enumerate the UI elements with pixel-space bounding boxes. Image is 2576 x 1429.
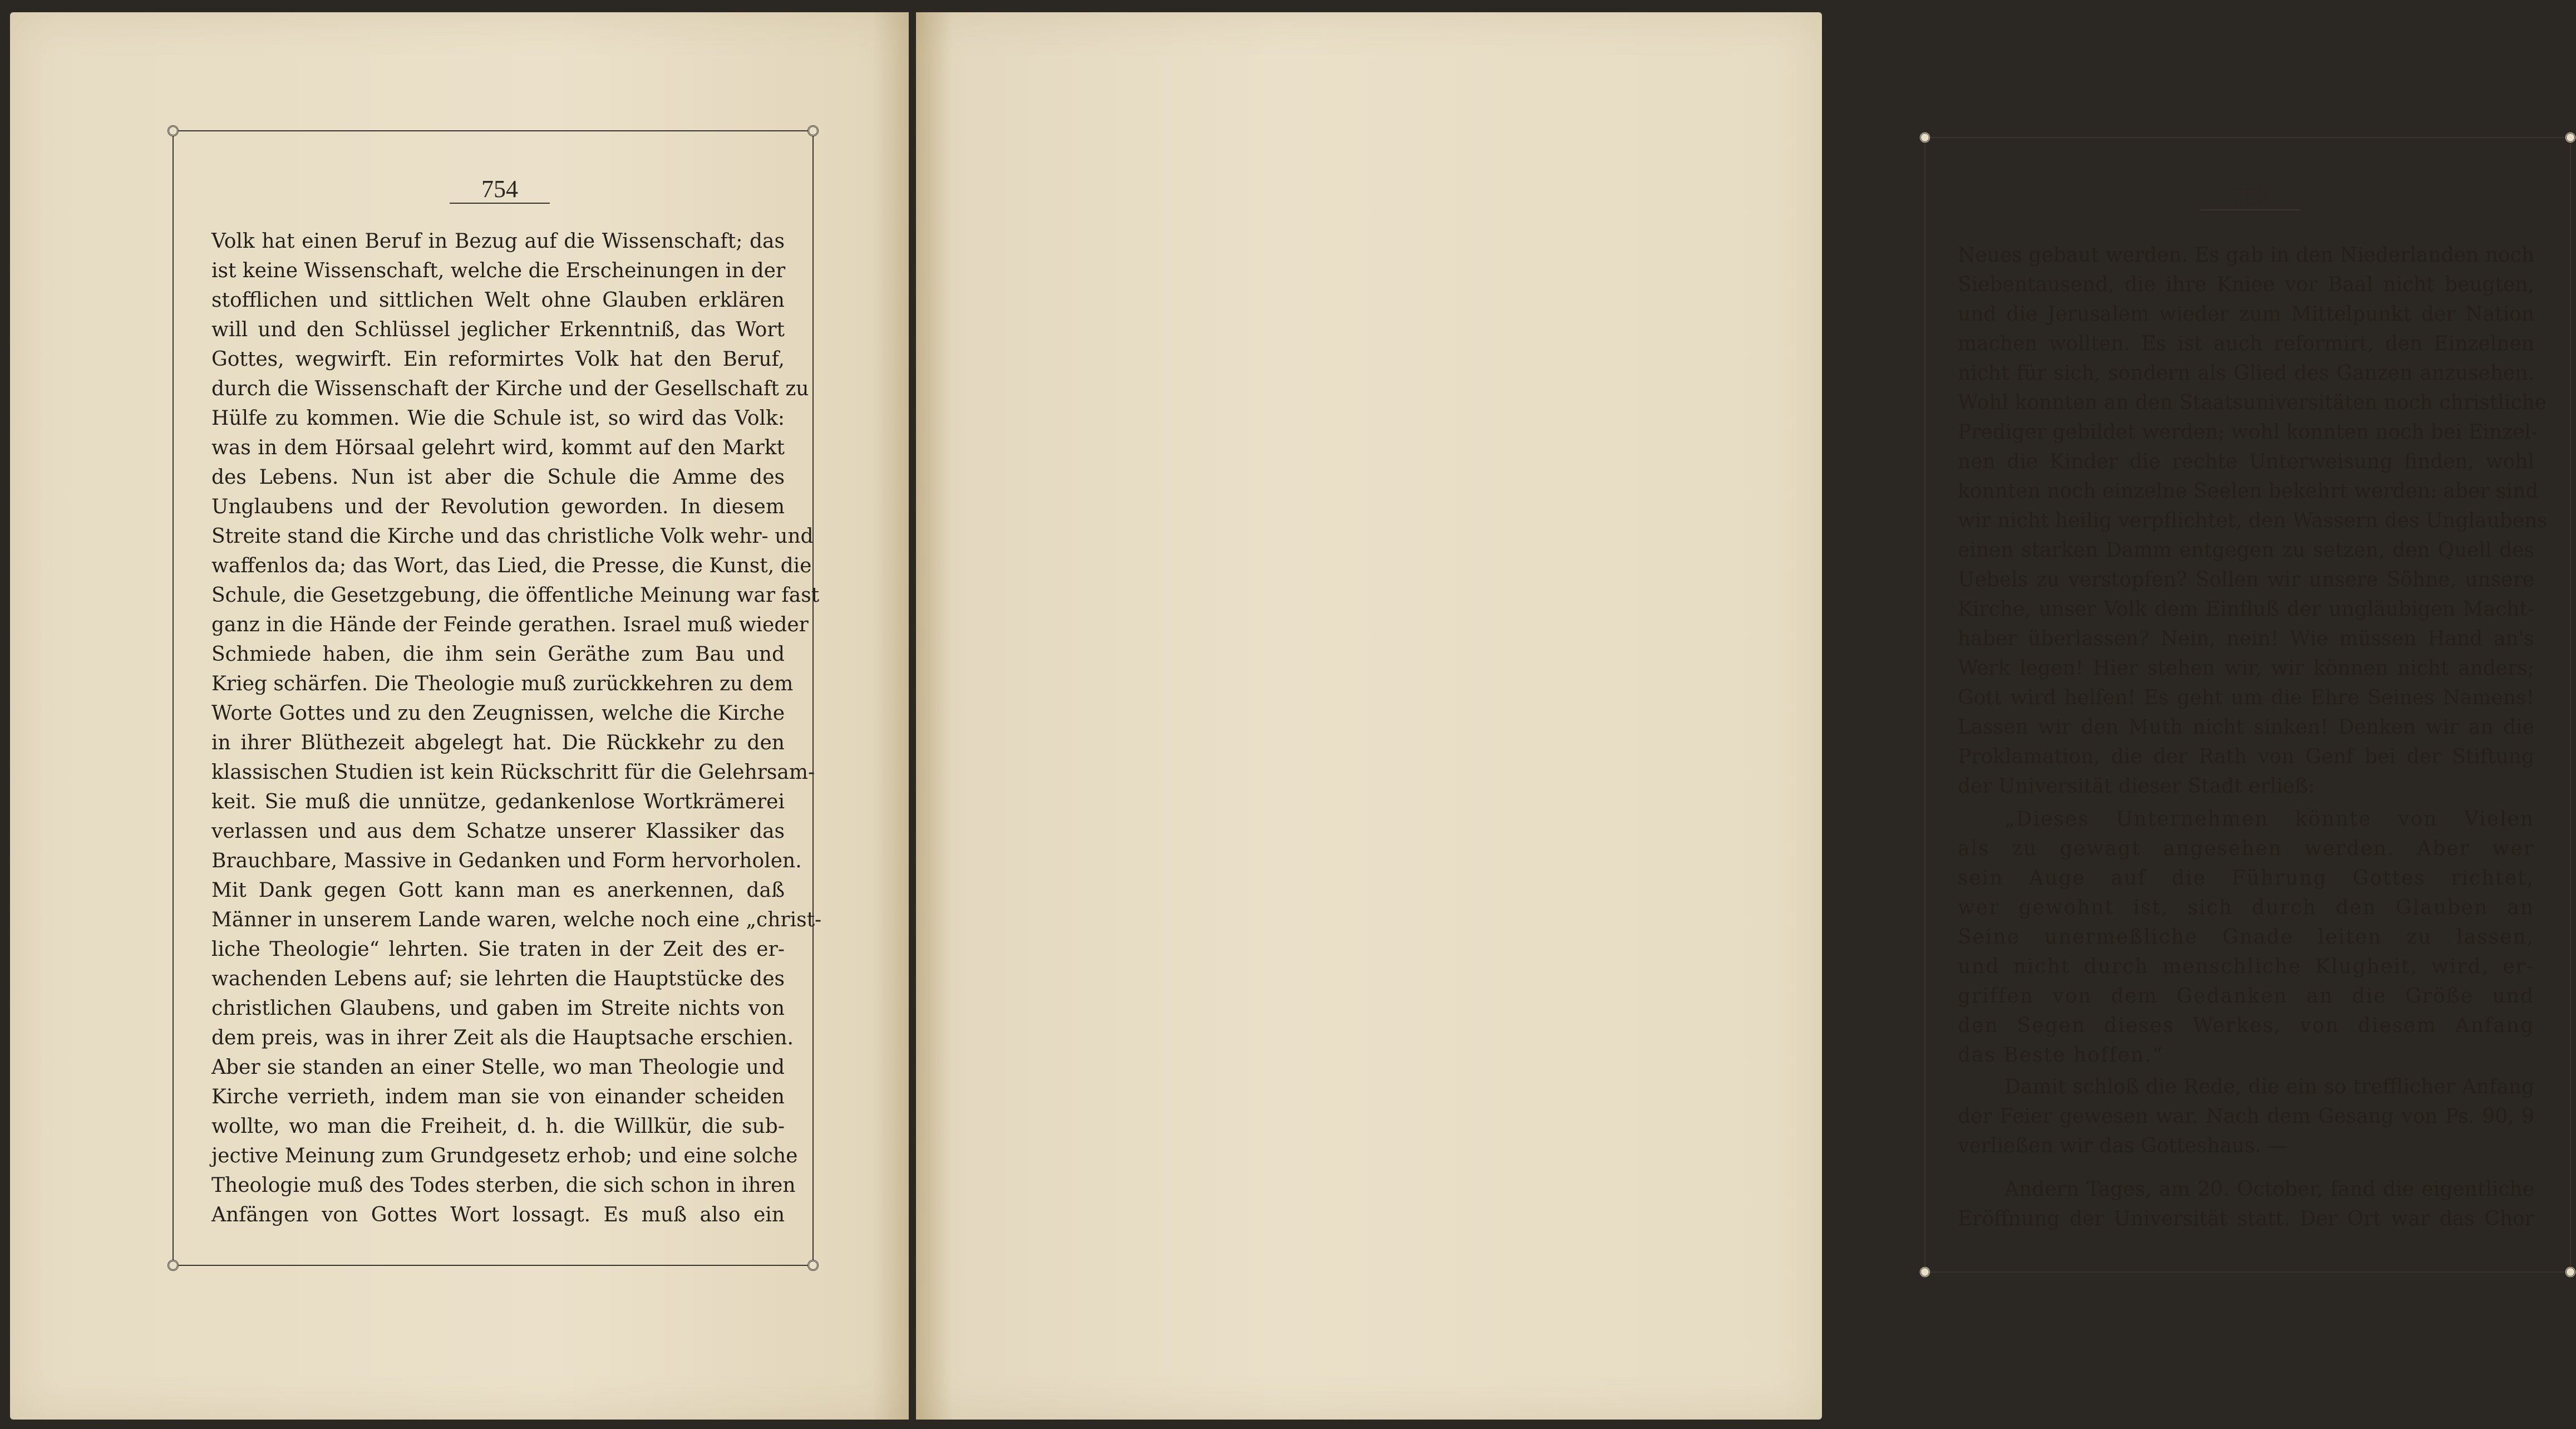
text-line: wer gewohnt ist, sich durch den Glauben an: [1958, 896, 2534, 919]
page-number-rule: [450, 203, 550, 204]
left-page: [10, 12, 909, 1420]
right-page: [916, 12, 2548, 1420]
left-page-number: 754: [481, 175, 518, 203]
text-line: Uebels zu verstopfen? Sollen wir unsere Söhne, unsere: [1958, 568, 2534, 591]
text-line: keit. Sie muß die unnütze, gedankenlose Wortkrämerei: [211, 790, 785, 813]
text-line: ist keine Wissenschaft, welche die Erscheinungen in der: [211, 259, 786, 282]
closing-paragraph: [1958, 1072, 2534, 1161]
text-line: Anfängen von Gottes Wort lossagt. Es muß also ein: [211, 1204, 785, 1226]
text-line: und die Jerusalem wieder zum Mittelpunkt der Nation: [1958, 303, 2534, 326]
corner-ornament-icon: [1919, 132, 1930, 143]
corner-ornament-icon: [168, 125, 179, 136]
text-line: der Feier gewesen war. Nach dem Gesang von Ps. 90, 9: [1958, 1105, 2534, 1128]
text-line: Werk legen! Hier stehen wir, wir können nicht anders;: [1958, 657, 2534, 680]
text-line: waffenlos da; das Wort, das Lied, die Presse, die Kunst, die: [211, 554, 812, 577]
text-line: Wohl konnten an den Staatsuniversitäten noch christliche: [1958, 391, 2547, 414]
text-line: einen starken Damm entgegen zu setzen, den Quell des: [1958, 539, 2534, 562]
corner-ornament-icon: [807, 1260, 819, 1271]
text-line: den Segen dieses Werkes, von diesem Anfang: [1958, 1014, 2534, 1037]
text-line: was in dem Hörsaal gelehrt wird, kommt auf den Markt: [211, 436, 785, 459]
text-line: Volk hat einen Beruf in Bezug auf die Wissenschaft; das: [211, 230, 785, 253]
text-line: Lassen wir den Muth nicht sinken! Denken wir an die: [1958, 716, 2534, 739]
right-page-number: 755: [2232, 182, 2269, 209]
text-line: Proklamation, die der Rath von Genf bei der Stiftung: [1958, 745, 2534, 768]
next-day-paragraph: [1958, 1175, 2534, 1234]
text-line: wir nicht heilig verpflichtet, den Wassern des Unglaubens: [1958, 509, 2548, 532]
text-line: und nicht durch menschliche Klugheit, wird, er-: [1958, 955, 2534, 978]
text-line: Gottes, wegwirft. Ein reformirtes Volk hat den Beruf,: [211, 348, 785, 371]
text-line: konnten noch einzelne Seelen bekehrt werden: aber sind: [1958, 480, 2539, 503]
book-gutter: [909, 12, 916, 1420]
text-line: Kirche, unser Volk dem Einfluß der ungläubigen Macht-: [1958, 598, 2534, 621]
text-line: Mit Dank gegen Gott kann man es anerkennen, daß: [211, 879, 785, 902]
text-line: klassischen Studien ist kein Rückschritt für die Gelehrsam-: [211, 761, 815, 784]
text-line: Kirche verrieth, indem man sie von einander scheiden: [211, 1086, 785, 1108]
text-line: Aber sie standen an einer Stelle, wo man Theologie und: [211, 1056, 785, 1079]
text-line: Eröffnung der Universität statt. Der Ort war das Chor: [1958, 1207, 2534, 1230]
text-line: dem preis, was in ihrer Zeit als die Hauptsache erschien.: [211, 1027, 794, 1049]
text-line: Streite stand die Kirche und das christliche Volk wehr- und: [211, 525, 814, 548]
corner-ornament-icon: [807, 125, 819, 136]
text-line: der Universität dieser Stadt erließ:: [1958, 775, 2315, 798]
text-line: „Dieses Unternehmen könnte von Vielen: [2004, 808, 2534, 831]
text-line: stofflichen und sittlichen Welt ohne Glauben erklären: [211, 289, 785, 312]
text-line: als zu gewagt angesehen werden. Aber wer: [1958, 837, 2534, 860]
text-line: des Lebens. Nun ist aber die Schule die Amme des: [211, 466, 785, 489]
right-page-text: [1958, 240, 2548, 801]
left-page-text: [211, 227, 822, 1230]
text-line: wachenden Lebens auf; sie lehrten die Hauptstücke des: [211, 968, 785, 990]
text-line: in ihrer Blüthezeit abgelegt hat. Die Rückkehr zu den: [211, 731, 785, 754]
corner-ornament-icon: [2565, 1266, 2576, 1278]
text-line: Prediger gebildet werden; wohl konnten noch bei Einzel-: [1958, 421, 2538, 444]
text-line: verließen wir das Gotteshaus. —: [1958, 1135, 2288, 1157]
text-line: Gott wird helfen! Es geht um die Ehre Seines Namens!: [1958, 686, 2534, 709]
text-line: Neues gebaut werden. Es gab in den Niederlanden noch: [1958, 244, 2534, 267]
text-line: machen wollten. Es ist auch reformirt, den Einzelnen: [1958, 332, 2534, 355]
text-line: Worte Gottes und zu den Zeugnissen, welche die Kirche: [211, 702, 785, 725]
text-line: Seine unermeßliche Gnade leiten zu lassen,: [1958, 926, 2534, 949]
text-line: Siebentausend, die ihre Kniee vor Baal nicht beugten,: [1958, 273, 2534, 296]
text-line: durch die Wissenschaft der Kirche und der Gesellschaft zu: [211, 377, 809, 400]
text-line: das Beste hoffen.“: [1958, 1044, 2164, 1067]
text-line: haber überlassen? Nein, nein! Wie müssen Hand an's: [1958, 627, 2534, 650]
text-line: will und den Schlüssel jeglicher Erkenntniß, das Wort: [211, 318, 785, 341]
proclamation-quote: [1958, 804, 2534, 1070]
page-number-rule: [2200, 209, 2301, 210]
text-line: verlassen und aus dem Schatze unserer Klassiker das: [211, 820, 785, 843]
text-line: wollte, wo man die Freiheit, d. h. die Willkür, die sub-: [211, 1115, 785, 1138]
text-line: Schule, die Gesetzgebung, die öffentliche Meinung war fast: [211, 584, 820, 607]
text-line: Hülfe zu kommen. Wie die Schule ist, so wird das Volk:: [211, 407, 785, 430]
text-line: Brauchbare, Massive in Gedanken und Form hervorholen.: [211, 849, 802, 872]
text-line: jective Meinung zum Grundgesetz erhob; und eine solche: [211, 1145, 798, 1167]
corner-ornament-icon: [2565, 132, 2576, 143]
text-line: Krieg schärfen. Die Theologie muß zurückkehren zu dem: [211, 672, 794, 695]
text-line: nicht für sich, sondern als Glied des Ganzen anzusehen.: [1958, 362, 2534, 385]
text-line: Theologie muß des Todes sterben, die sich schon in ihren: [211, 1174, 796, 1197]
text-line: Unglaubens und der Revolution geworden. In diesem: [211, 495, 785, 518]
text-line: griffen von dem Gedanken an die Größe und: [1958, 985, 2534, 1008]
text-line: Männer in unserem Lande waren, welche noch eine „christ-: [211, 909, 822, 931]
corner-ornament-icon: [168, 1260, 179, 1271]
corner-ornament-icon: [1919, 1266, 1930, 1278]
text-line: Schmiede haben, die ihm sein Geräthe zum Bau und: [211, 643, 785, 666]
text-line: Andern Tages, am 20. October, fand die eigentliche: [2004, 1178, 2534, 1201]
text-line: liche Theologie“ lehrten. Sie traten in der Zeit des er-: [211, 938, 785, 961]
text-line: ganz in die Hände der Feinde gerathen. Israel muß wieder: [211, 613, 809, 636]
text-line: nen die Kinder die rechte Unterweisung finden, wohl: [1958, 450, 2534, 473]
text-line: sein Auge auf die Führung Gottes richtet,: [1958, 867, 2534, 890]
text-line: Damit schloß die Rede, die ein so trefflicher Anfang: [2004, 1076, 2534, 1098]
book-spread: [10, 12, 2548, 1420]
text-line: christlichen Glaubens, und gaben im Streite nichts von: [211, 997, 785, 1020]
